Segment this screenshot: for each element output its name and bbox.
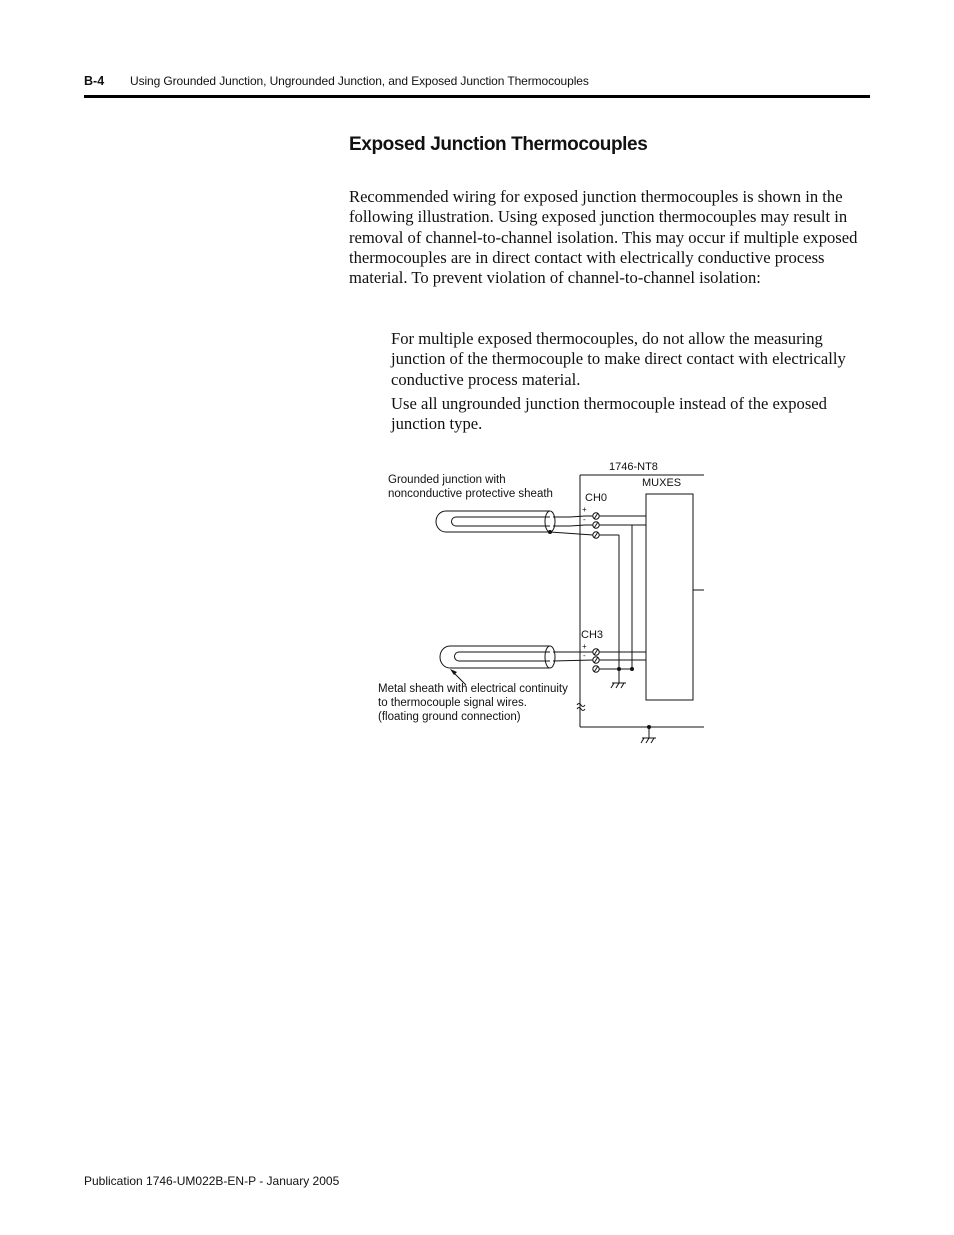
grounded-junction-label-line2: nonconductive protective sheath	[388, 488, 553, 500]
ch3-minus-label: -	[583, 651, 586, 660]
ch0-plus-label: +	[582, 505, 587, 514]
sheath-junction-dot	[548, 530, 552, 534]
wiring-diagram	[370, 455, 710, 750]
callout-arrowhead	[450, 669, 457, 675]
ch0-label: CH0	[585, 492, 608, 504]
list-item: Use all ungrounded junction thermocouple instead of the exposed junction type.	[391, 393, 827, 434]
running-title: Using Grounded Junction, Ungrounded Junction, and Exposed Junction Thermocouples	[130, 74, 589, 88]
metal-sheath-label-line2: to thermocouple signal wires.	[378, 697, 527, 709]
intro-paragraph: Recommended wiring for exposed junction thermocouples is shown in the following illustration. Using exposed junction thermocouples may result in removal of channel-to-channel isolation. This may occur if multiple exposed thermocouples are in direct contact with electrically conductive process material. To prevent violation of channel-to-channel isolation:	[349, 187, 858, 288]
section-title: Exposed Junction Thermocouples	[349, 134, 648, 155]
muxes-block	[646, 494, 693, 700]
module-label: 1746-NT8	[609, 461, 658, 473]
thermocouple-ch3-lead-minus	[553, 660, 593, 661]
ch3-label: CH3	[581, 629, 604, 641]
ch3-plus-label: +	[582, 642, 587, 651]
grounded-junction-label-line1: Grounded junction with	[388, 474, 506, 486]
thermocouple-ch0-lead-minus	[553, 525, 593, 526]
header-rule	[84, 95, 870, 98]
metal-sheath-label-line3: (floating ground connection)	[378, 711, 521, 723]
thermocouple-ch3-sheath	[440, 646, 550, 668]
metal-sheath-label-line1: Metal sheath with electrical continuity	[378, 683, 568, 695]
isolation-guidelines	[391, 329, 871, 438]
page-number: B-4	[84, 74, 105, 88]
ch0-minus-label: -	[583, 515, 586, 524]
page-header	[84, 72, 870, 98]
muxes-label: MUXES	[642, 477, 682, 489]
list-item: For multiple exposed thermocouples, do not allow the measuring junction of the thermocouple to make direct contact with electrically conductive process material.	[391, 329, 846, 389]
thermocouple-ch0-lead-plus	[553, 516, 593, 517]
thermocouple-ch0-sheath	[436, 511, 550, 532]
sheath-drain-wire	[550, 532, 593, 535]
page-footer: Publication 1746-UM022B-EN-P - January 2005	[84, 1174, 340, 1188]
